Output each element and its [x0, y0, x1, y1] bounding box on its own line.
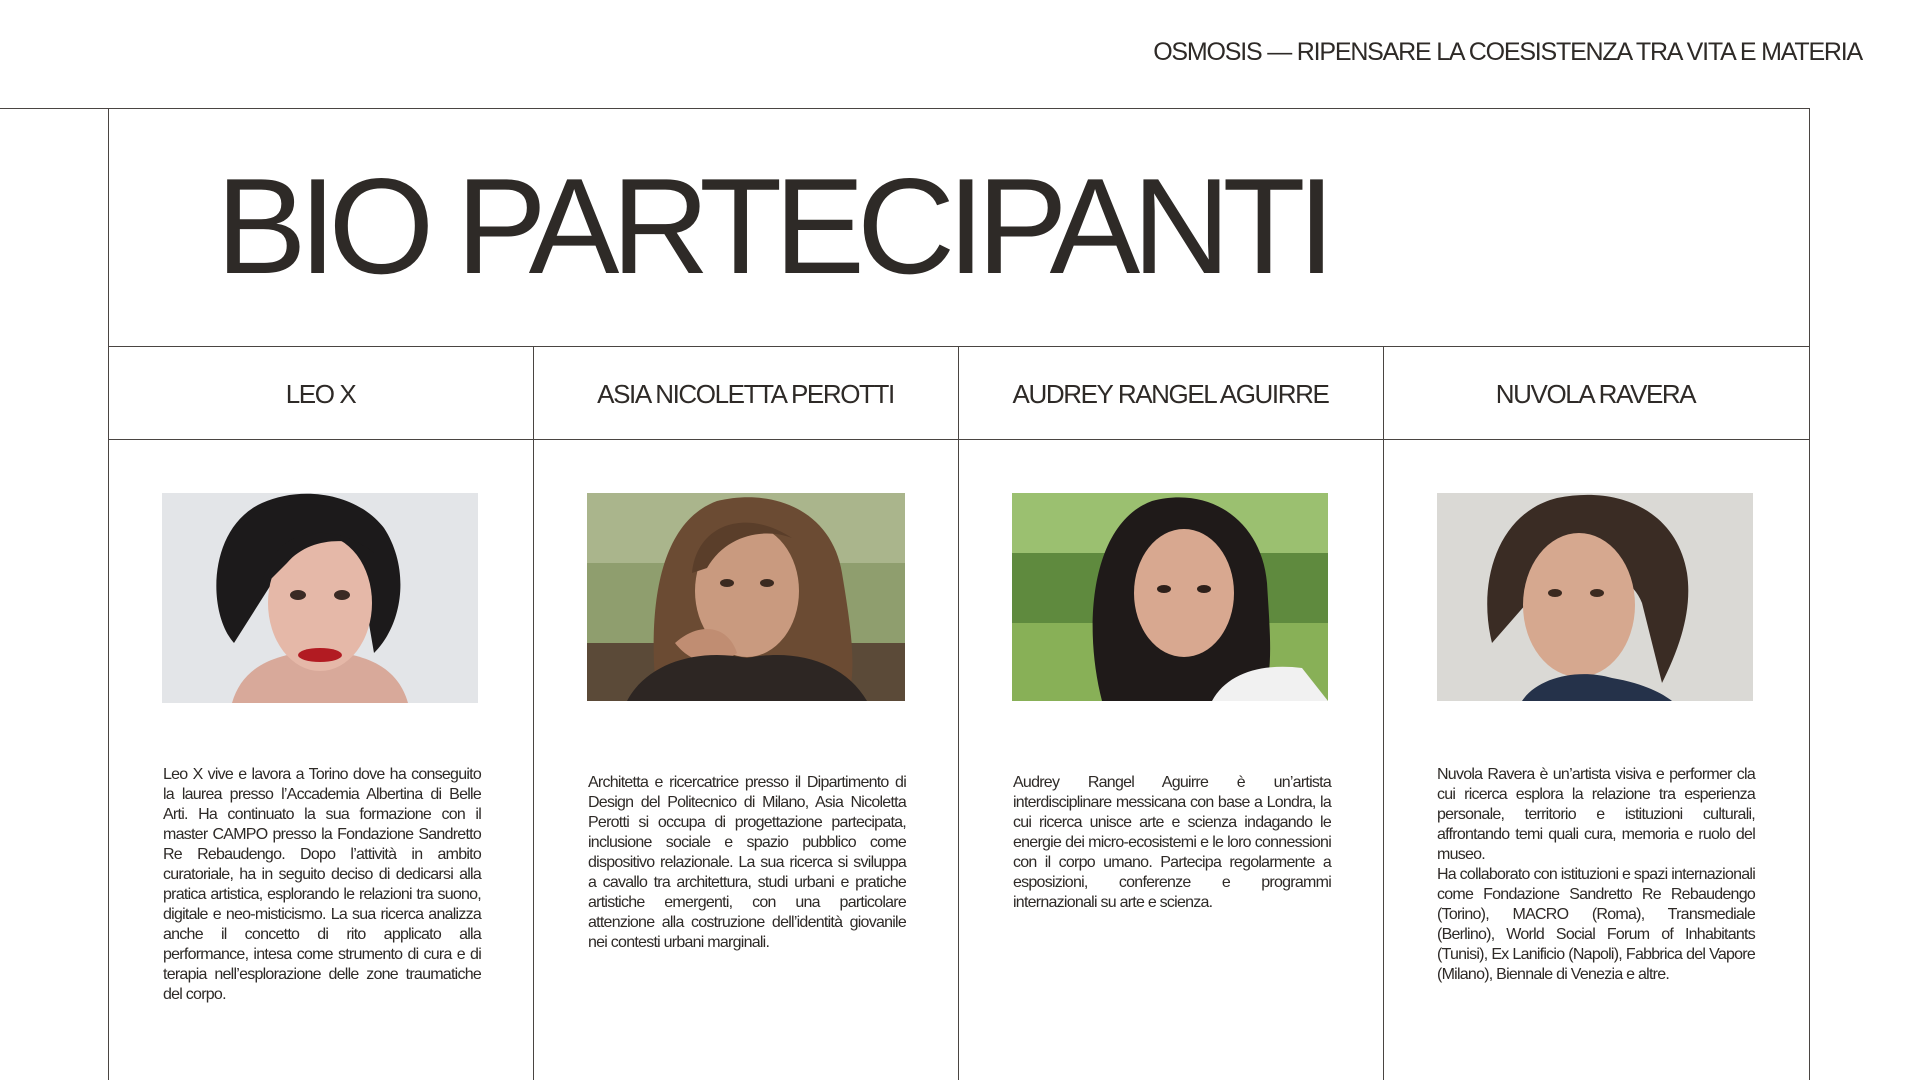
- participant-bio-1: [163, 765, 481, 1005]
- participant-bio-2: [588, 773, 906, 953]
- bio-paragraph: Nuvola Ravera è un’artista visiva e performer cla cui ricerca esplora la relazione tra esperienza personale, territorio e istituzioni culturali, affrontando temi quali cura, memoria e ruolo del museo.: [1437, 766, 1755, 863]
- column-divider-3: [1383, 346, 1384, 1080]
- participant-bio-3: [1013, 773, 1331, 913]
- bio-paragraph: Leo X vive e lavora a Torino dove ha conseguito la laurea presso l’Accademia Albertina di Belle Arti. Ha continuato la sua formazione con il master CAMPO presso la Fondazione Sandretto Re Rebaudengo. Dopo l’attività in ambito curatoriale, ha in seguito deciso di dedicarsi alla pratica artistica, esplorando le relazioni tra suono, digitale e neo-misticismo. La sua ricerca analizza anche il concetto di rito applicato alla performance, intesa come strumento di cura e di terapia nell’esplorazione delle zone traumatiche del corpo.: [163, 766, 481, 1003]
- frame-right-border: [1809, 108, 1810, 1080]
- participant-name-1: LEO X: [285, 378, 356, 409]
- participant-photo-3: [1012, 493, 1328, 701]
- frame-left-border: [108, 108, 109, 1080]
- participant-photo-4: [1437, 493, 1753, 701]
- bio-paragraph: Architetta e ricercatrice presso il Dipartimento di Design del Politecnico di Milano, Asia Nicoletta Perotti si occupa di progettazione partecipata, inclusione sociale e spazio pubblico come dispositivo relazionale. La sua ricerca si sviluppa a cavallo tra architettura, studi urbani e pratiche artistiche emergenti, con una particolare attenzione alla costruzione dell’identità giovanile nei contesti urbani marginali.: [588, 774, 906, 951]
- column-divider-2: [958, 346, 959, 1080]
- participant-bio-4: [1437, 765, 1755, 985]
- table-header-bottom-rule: [108, 439, 1810, 440]
- top-rule: [0, 108, 1810, 109]
- bio-paragraph: Ha collaborato con istituzioni e spazi internazionali come Fondazione Sandretto Re Rebaudengo (Torino), MACRO (Roma), Transmediale (Berlino), World Social Forum of Inhabitants (Tunisi), Ex Lanificio (Napoli), Fabbrica del Vapore (Milano), Biennale di Venezia e altre.: [1437, 866, 1755, 983]
- table-header-top-rule: [108, 346, 1810, 347]
- participant-photo-1: [162, 493, 478, 703]
- participant-name-3: AUDREY RANGEL AGUIRRE: [1012, 378, 1329, 409]
- participant-photo-2: [587, 493, 905, 701]
- page-title: BIO PARTECIPANTI: [216, 150, 1328, 302]
- column-divider-1: [533, 346, 534, 1080]
- bio-paragraph: Audrey Rangel Aguirre è un’artista interdisciplinare messicana con base a Londra, la cui ricerca unisce arte e scienza indagando le energie dei micro-ecosistemi e le loro connessioni con il corpo umano. Partecipa regolarmente a esposizioni, conferenze e programmi internazionali su arte e scienza.: [1013, 774, 1331, 911]
- participant-name-2: ASIA NICOLETTA PEROTTI: [597, 378, 894, 409]
- participant-name-4: NUVOLA RAVERA: [1495, 378, 1696, 409]
- header-title: OSMOSIS — RIPENSARE LA COESISTENZA TRA VITA E MATERIA: [1153, 38, 1862, 66]
